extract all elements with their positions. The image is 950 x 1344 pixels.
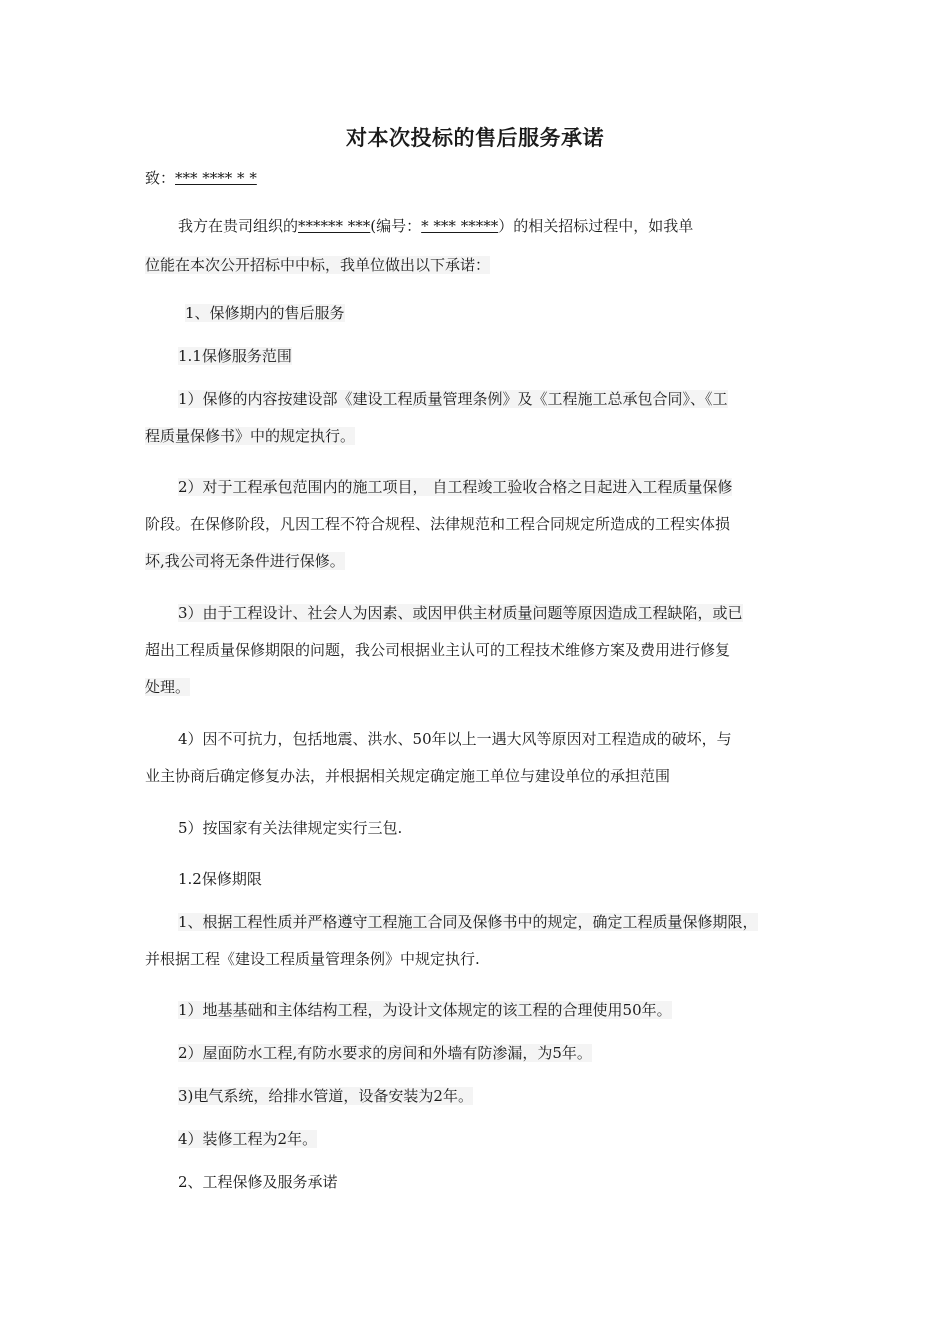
period-item-3 (145, 1084, 473, 1108)
item-1-line-2 (145, 424, 355, 448)
period-line-1 (145, 910, 758, 934)
period-item-4-text: 4）装修工程为2年。 (178, 1130, 318, 1148)
item-2-line-3 (145, 549, 345, 573)
period-item-2 (145, 1041, 592, 1065)
item-3-line-2 (145, 638, 730, 662)
item-3-line-1 (145, 601, 743, 625)
recipient-line (145, 166, 257, 190)
project-name: ****** *** (298, 217, 371, 235)
item-4-text-1: 4）因不可抗力，包括地震、洪水、50年以上一遇大风等原因对工程造成的破坏，与 (178, 730, 732, 748)
recipient-prefix: 致： (145, 169, 176, 187)
document-title: 对本次投标的售后服务承诺 (346, 126, 604, 150)
section-2-text: 2、工程保修及服务承诺 (178, 1173, 338, 1191)
subsection-1-1-text: 1.1保修服务范围 (178, 347, 292, 365)
item-2-text-1: 2）对于工程承包范围内的施工项目， 自工程竣工验收合格之日起进入工程质量保修 (178, 478, 733, 496)
intro-text-2: (编号： (370, 217, 422, 235)
item-3-text-3: 处理。 (145, 678, 191, 696)
intro-line-2 (145, 253, 490, 277)
item-2-line-1 (145, 475, 732, 499)
subsection-1-2 (145, 867, 262, 891)
intro-text-4: 位能在本次公开招标中中标，我单位做出以下承诺： (145, 256, 491, 274)
item-1-line-1 (145, 387, 728, 411)
item-3-text-1: 3）由于工程设计、社会人为因素、或因甲供主材质量问题等原因造成工程缺陷，或已 (178, 604, 743, 622)
item-1-text-2: 程质量保修书》中的规定执行。 (145, 427, 356, 445)
period-text-2: 并根据工程《建设工程质量管理条例》中规定执行. (145, 950, 480, 968)
period-item-2-text: 2）屋面防水工程,有防水要求的房间和外墙有防渗漏，为5年。 (178, 1044, 592, 1062)
item-2-line-2 (145, 512, 730, 536)
period-text-1: 1、根据工程性质并严格遵守工程施工合同及保修书中的规定，确定工程质量保修期限， (178, 913, 758, 931)
project-code: * *** ***** (421, 217, 499, 235)
item-3-line-3 (145, 675, 190, 699)
item-4-line-2 (145, 764, 670, 788)
item-2-text-3: 坏,我公司将无条件进行保修。 (145, 552, 345, 570)
item-2-text-2: 阶段。在保修阶段，凡因工程不符合规程、法律规范和工程合同规定所造成的工程实体损 (145, 515, 731, 533)
subsection-1-2-text: 1.2保修期限 (178, 870, 262, 888)
intro-text-3: ）的相关招标过程中，如我单 (498, 217, 694, 235)
period-item-4 (145, 1127, 317, 1151)
period-line-2 (145, 947, 480, 971)
section-2-heading (145, 1170, 338, 1194)
item-4-text-2: 业主协商后确定修复办法，并根据相关规定确定施工单位与建设单位的承担范围 (145, 767, 671, 785)
section-1-text: 1、保修期内的售后服务 (185, 304, 345, 322)
item-5-text: 5）按国家有关法律规定实行三包. (178, 819, 403, 837)
subsection-1-1 (145, 344, 292, 368)
section-1-heading (145, 301, 345, 325)
item-4-line-1 (145, 727, 732, 751)
intro-line-1 (145, 214, 693, 238)
period-item-1 (145, 998, 672, 1022)
period-item-3-text: 3)电气系统，给排水管道，设备安装为2年。 (178, 1087, 473, 1105)
item-5-line (145, 816, 402, 840)
recipient-name: *** **** * * (175, 169, 257, 187)
item-3-text-2: 超出工程质量保修期限的问题，我公司根据业主认可的工程技术维修方案及费用进行修复 (145, 641, 731, 659)
period-item-1-text: 1）地基基础和主体结构工程，为设计文体规定的该工程的合理使用50年。 (178, 1001, 672, 1019)
intro-text-1: 我方在贵司组织的 (178, 217, 299, 235)
item-1-text-1: 1）保修的内容按建设部《建设工程质量管理条例》及《工程施工总承包合同》、《工 (178, 390, 728, 408)
